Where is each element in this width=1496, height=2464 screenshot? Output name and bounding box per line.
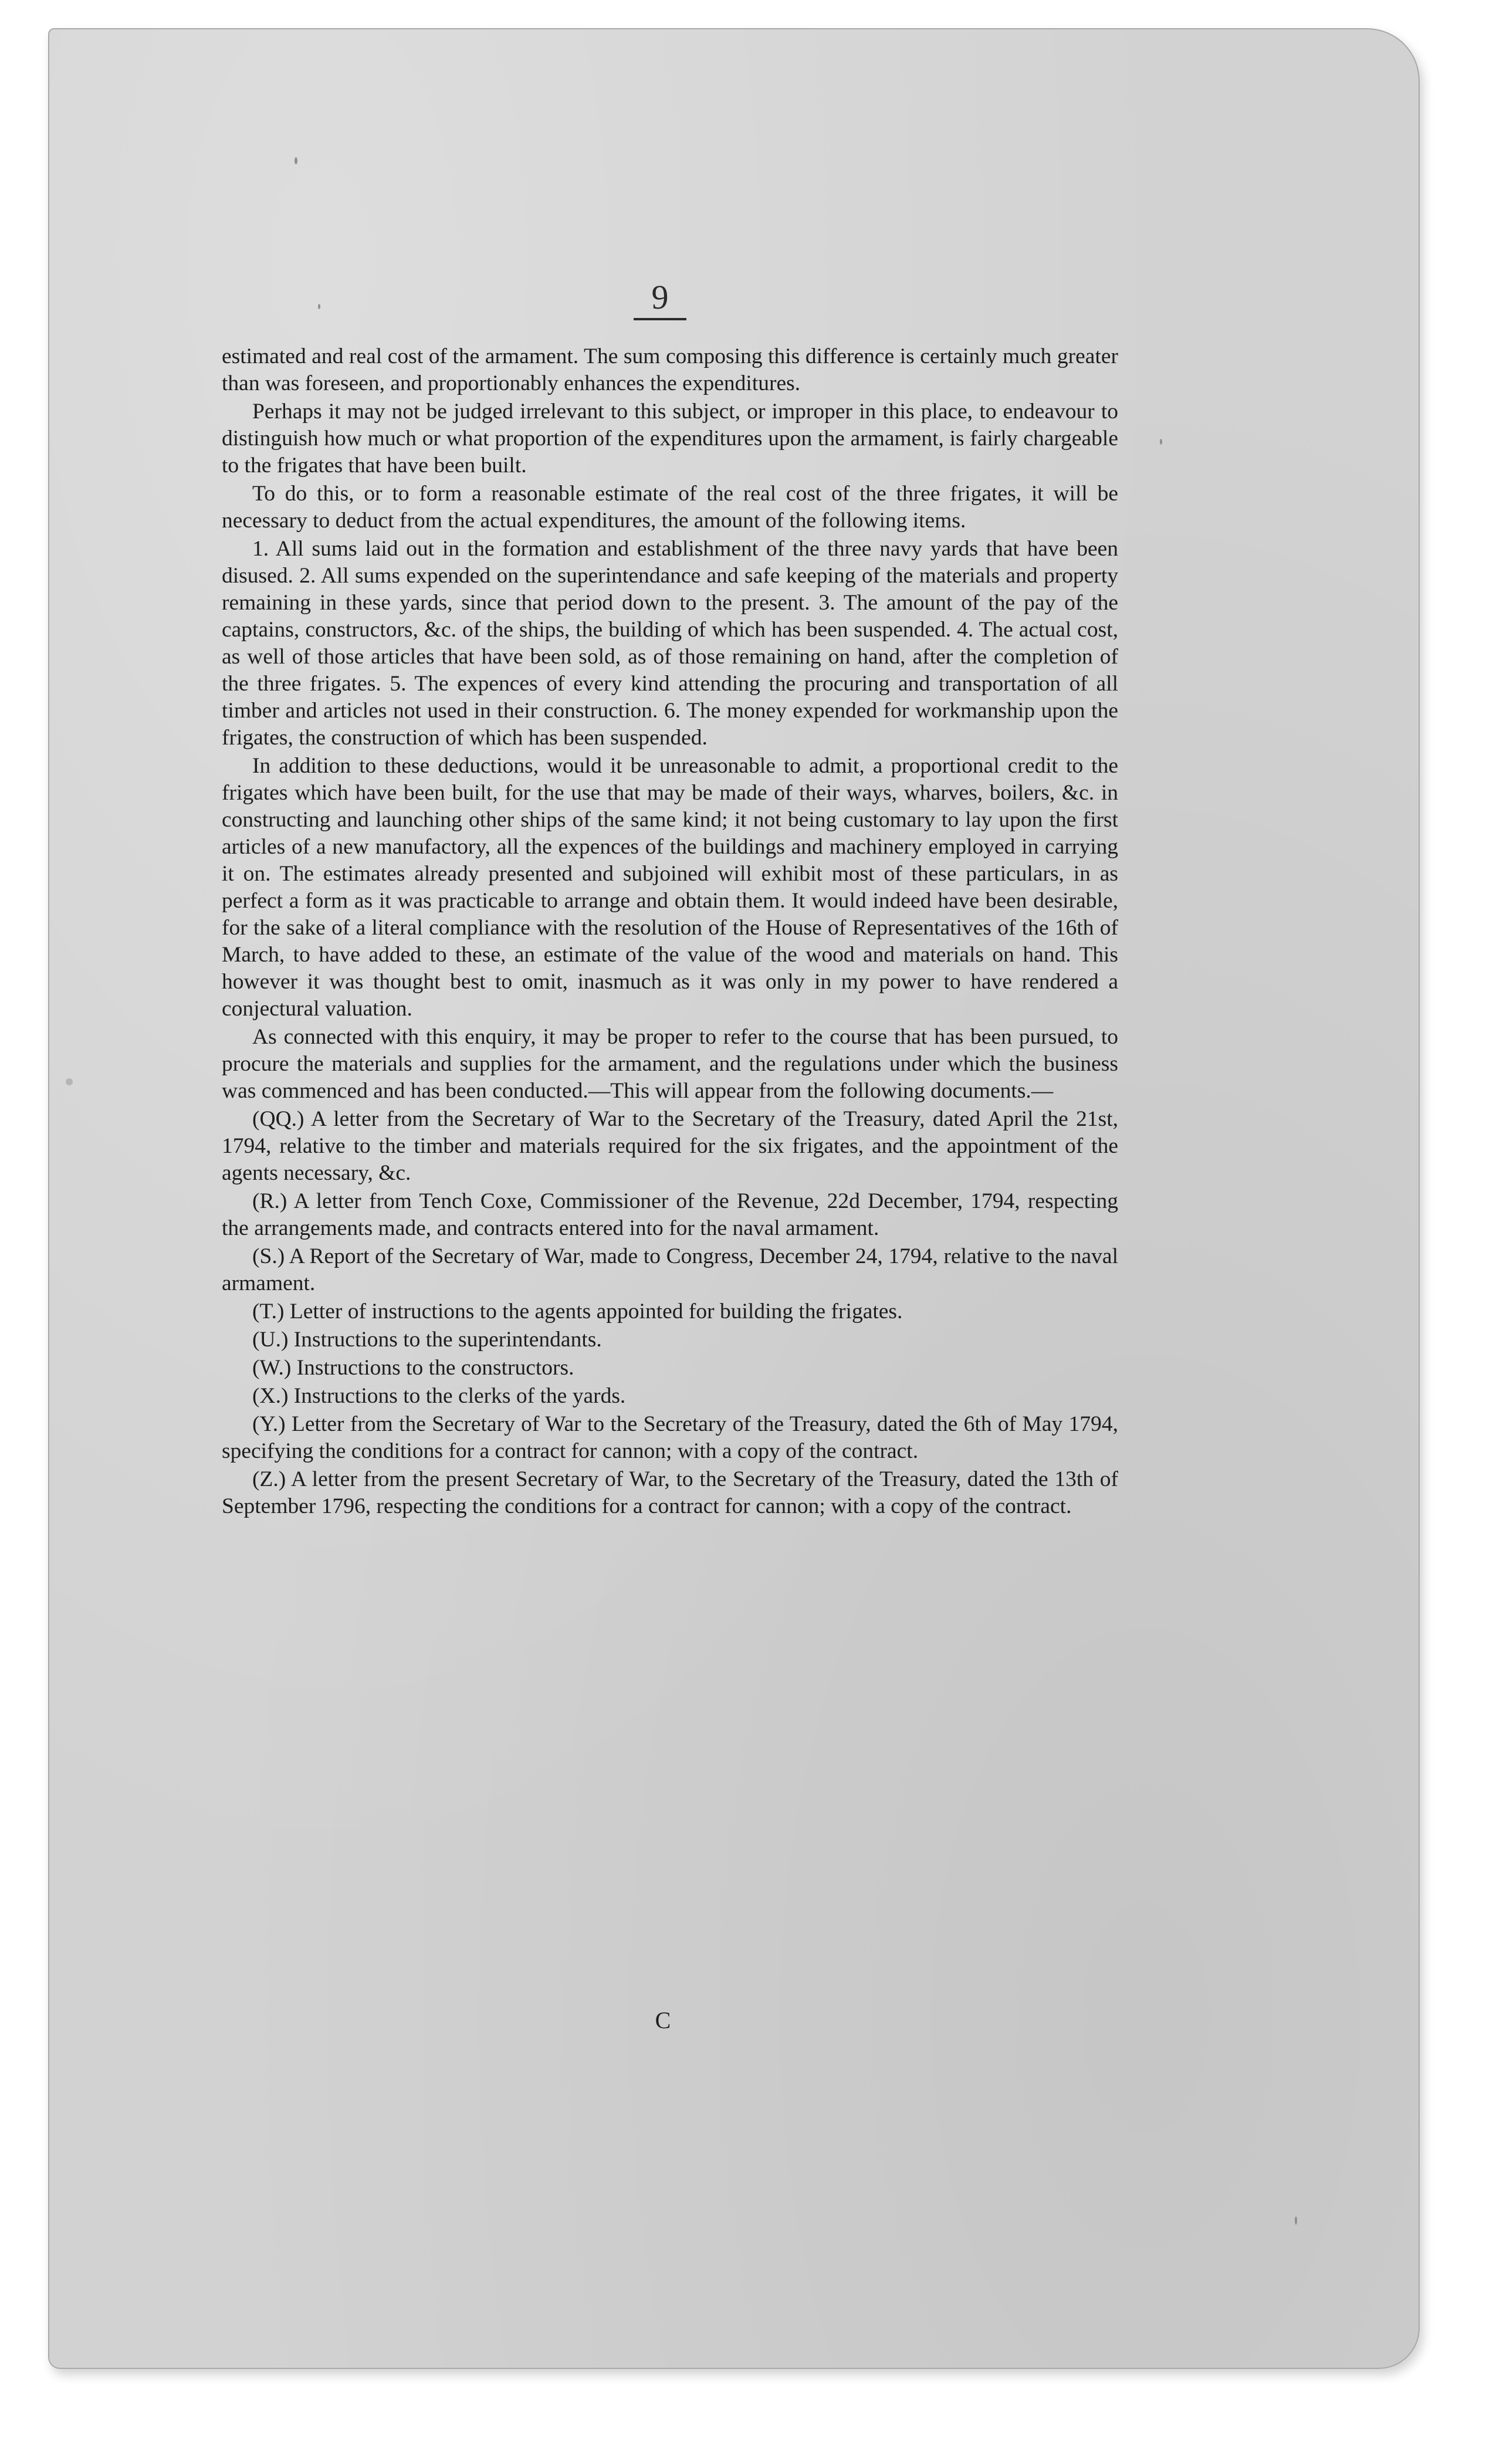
paragraph: estimated and real cost of the armament. The sum composing this difference is certainly much greater than was foreseen, and proportionably enhances the expenditures. (222, 344, 1118, 395)
paragraph: In addition to these deductions, would it be unreasonable to admit, a proportional credit to the frigates which have been built, for the use that may be made of their ways, wharves, boilers, &c. in constructing and launching other ships of the same kind; it not being customary to lay upon the first articles of a new manufactory, all the expences of the buildings and machinery employed in carrying it on. The estimates already presented and subjoined will exhibit most of these particulars, in as perfect a form as it was practicable to arrange and obtain them. It would indeed have been desirable, for the sake of a literal compliance with the resolution of the House of Representatives of the 16th of March, to have added to these, an estimate of the value of the wood and materials on hand. This however it was thought best to omit, inasmuch as it was only in my power to have rendered a conjectural valuation. (222, 754, 1118, 1021)
paper-speck (295, 157, 297, 164)
paper-speck (1160, 439, 1162, 445)
body-text (222, 343, 1118, 1521)
paper-speck (66, 1078, 73, 1085)
document-entry: (Z.) A letter from the present Secretary of War, to the Secretary of the Treasury, dated the 13th of September 1796, respecting the conditions for a contract for cannon; with a copy of the contract. (222, 1467, 1118, 1518)
document-entry: (X.) Instructions to the clerks of the yards. (252, 1384, 626, 1408)
paragraph: As connected with this enquiry, it may be proper to refer to the course that has been pursued, to procure the materials and supplies for the armament, and the regulations under which the business was commenced and has been conducted.—This will appear from the following documents.— (222, 1025, 1118, 1103)
document-entry: (U.) Instructions to the superintendants. (252, 1328, 602, 1352)
paper-speck (1295, 2216, 1297, 2225)
paragraph: To do this, or to form a reasonable estimate of the real cost of the three frigates, it will be necessary to deduct from the actual expenditures, the amount of the following items. (222, 482, 1118, 533)
document-entry: (QQ.) A letter from the Secretary of War to the Secretary of the Treasury, dated April the 21st, 1794, relative to the timber and materials required for the six frigates, and the appointment of the agents necessary, &c. (222, 1107, 1118, 1185)
document-entry: (S.) A Report of the Secretary of War, made to Congress, December 24, 1794, relative to the naval armament. (222, 1244, 1118, 1295)
page-number: 9 (634, 277, 686, 320)
document-entry: (T.) Letter of instructions to the agents appointed for building the frigates. (252, 1299, 903, 1324)
document-entry: (W.) Instructions to the constructors. (252, 1356, 574, 1380)
document-entry: (Y.) Letter from the Secretary of War to the Secretary of the Treasury, dated the 6th of May 1794, specifying the conditions for a contract for cannon; with a copy of the contract. (222, 1412, 1118, 1463)
paragraph: 1. All sums laid out in the formation and establishment of the three navy yards that have been disused. 2. All sums expended on the superintendance and safe keeping of the materials and property remaining in these yards, since that period down to the present. 3. The amount of the pay of the captains, constructors, &c. of the ships, the building of which has been suspended. 4. The actual cost, as well of those articles that have been sold, as of those remaining on hand, after the completion of the three frigates. 5. The expences of every kind attending the procuring and transportation of all timber and articles not used in their construction. 6. The money expended for workmanship upon the frigates, the construction of which has been suspended. (222, 537, 1118, 750)
paper-speck (318, 304, 320, 309)
paragraph: Perhaps it may not be judged irrelevant to this subject, or improper in this place, to endeavour to distinguish how much or what proportion of the expenditures upon the armament, is fairly chargeable to the frigates that have been built. (222, 400, 1118, 478)
signature-mark: C (655, 2007, 671, 2033)
document-entry: (R.) A letter from Tench Coxe, Commissioner of the Revenue, 22d December, 1794, respecting the arrangements made, and contracts entered into for the naval armament. (222, 1189, 1118, 1240)
